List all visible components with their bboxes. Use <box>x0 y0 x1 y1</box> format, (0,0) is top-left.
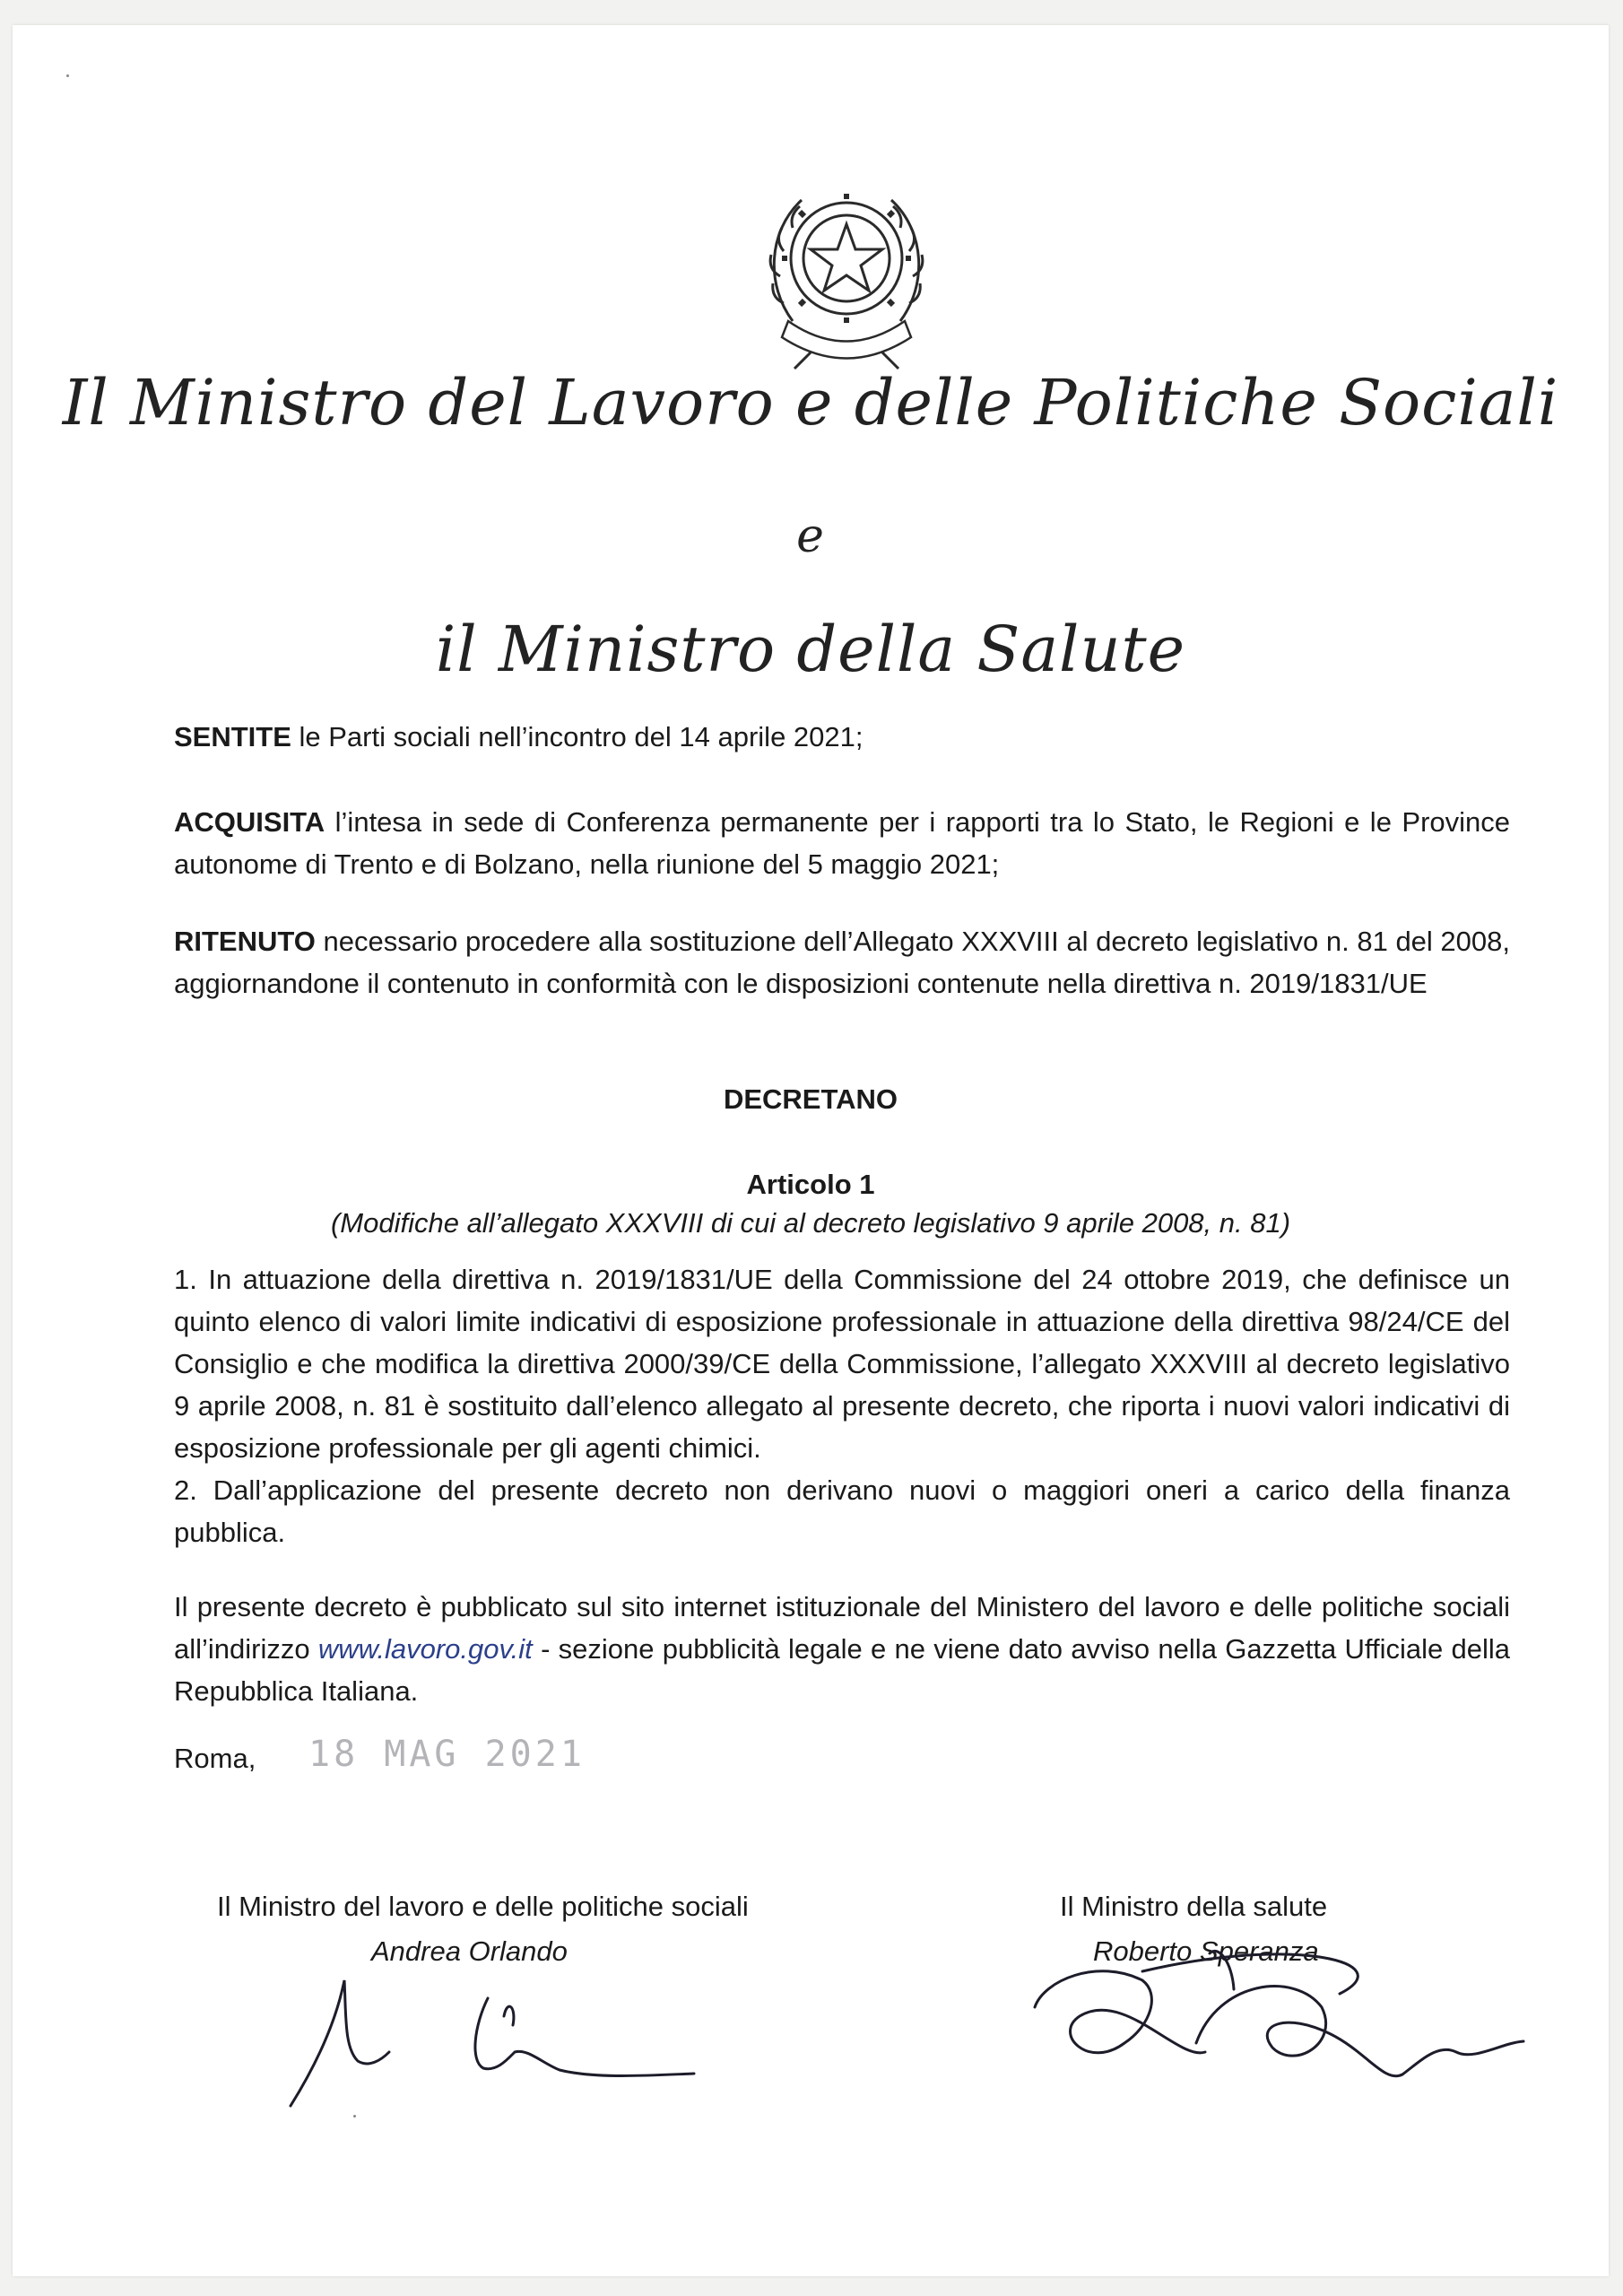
publication-text-end: - sezione pubblicità legale e ne viene dato avviso nella Gazzetta Ufficiale della Repubblica Italiana. <box>174 1633 1510 1707</box>
handwritten-signature-right <box>1026 1926 1528 2124</box>
title-conjunction: e <box>796 509 825 563</box>
title-minister-health: il Ministro della Salute <box>435 613 1186 686</box>
premise-sentite <box>174 716 1510 758</box>
date-stamp: 18 MAG 2021 <box>308 1734 586 1775</box>
premise-text: l’intesa in sede di Conferenza permanente per i rapporti tra lo Stato, le Regioni e le Province autonome di Trento e di Bolzano, nella riunione del 5 maggio 2021; <box>174 806 1510 880</box>
article-paragraph-2: 2. Dall’applicazione del presente decreto non derivano nuovi o maggiori oneri a carico della finanza pubblica. <box>174 1474 1510 1548</box>
left-signatory-name: Andrea Orlando <box>371 1935 568 1967</box>
right-signatory-role: Il Ministro della salute <box>1060 1891 1328 1922</box>
document-page <box>13 25 1609 2276</box>
premise-keyword: ACQUISITA <box>174 806 325 838</box>
premise-text: necessario procedere alla sostituzione dell’Allegato XXXVIII al decreto legislativo n. 81 del 2008, aggiornandone il contenuto in conformità con le disposizioni contenute nella direttiva n. 2019/1831/UE <box>174 926 1510 999</box>
place-label: Roma, <box>174 1743 256 1774</box>
premise-text: le Parti sociali nell’incontro del 14 aprile 2021; <box>291 721 864 752</box>
publication-notice <box>174 1586 1510 1712</box>
article-title: Articolo 1 <box>746 1169 875 1200</box>
publication-text: Il presente decreto è pubblicato sul sito internet istituzionale del Ministero del lavoro e delle politiche sociali all’indirizzo <box>174 1591 1510 1665</box>
decree-heading: DECRETANO <box>723 1083 898 1115</box>
left-signatory-role: Il Ministro del lavoro e delle politiche sociali <box>217 1891 749 1922</box>
website-link[interactable]: www.lavoro.gov.it <box>317 1633 533 1665</box>
premise-ritenuto <box>174 920 1510 1004</box>
scan-speck <box>66 74 69 77</box>
scan-speck <box>353 2115 356 2118</box>
premise-keyword: RITENUTO <box>174 926 316 957</box>
premise-acquisita <box>174 801 1510 885</box>
title-minister-labour: Il Ministro del Lavoro e delle Politiche Sociali <box>62 366 1559 439</box>
handwritten-signature-left <box>273 1962 703 2142</box>
right-signatory-name: Roberto Speranza <box>1093 1935 1319 1967</box>
article-paragraph-1: 1. In attuazione della direttiva n. 2019/1831/UE della Commissione del 24 ottobre 2019, che definisce un quinto elenco di valori limite indicativi di esposizione professionale in attuazione della direttiva 98/24/CE del Consiglio e che modifica la direttiva 2000/39/CE della Commissione, l’allegato XXXVIII al decreto legislativo 9 aprile 2008, n. 81 è sostituito dall’elenco allegato al presente decreto, che riporta i nuovi valori indicativi di esposizione professionale per gli agenti chimici. <box>174 1264 1510 1464</box>
article-subtitle: (Modifiche all’allegato XXXVIII di cui al decreto legislativo 9 aprile 2008, n. 81) <box>330 1207 1291 1239</box>
italian-republic-emblem <box>757 169 936 375</box>
premise-keyword: SENTITE <box>174 721 291 752</box>
